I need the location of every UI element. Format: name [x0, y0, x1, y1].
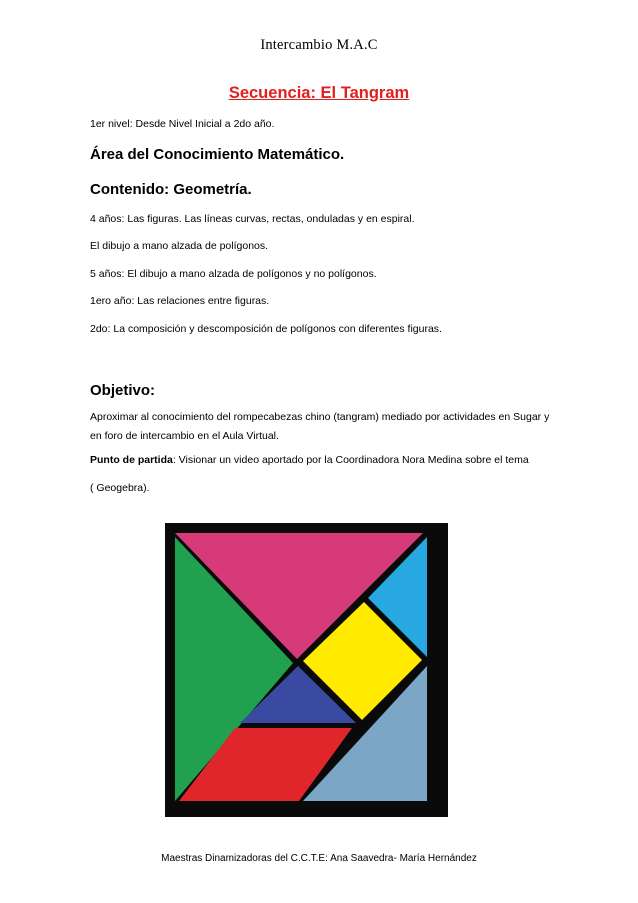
objective-text: Aproximar al conocimiento del rompecabezas chino (tangram) mediado por actividades en Sugar y en foro de intercambio en el Aula Virtual. — [90, 411, 550, 442]
page-header: Intercambio M.A.C — [260, 37, 378, 53]
content-item: 5 años: El dibujo a mano alzada de polígonos y no polígonos. — [90, 268, 377, 280]
document-title: Secuencia: El Tangram — [228, 84, 410, 102]
starting-point-text: : Visionar un video aportado por la Coordinadora Nora Medina sobre el tema — [172, 454, 529, 466]
page-footer: Maestras Dinamizadoras del C.C.T.E: Ana Saavedra- María Hernández — [161, 853, 477, 864]
content-item: 1ero año: Las relaciones entre figuras. — [90, 295, 270, 307]
content-item: 4 años: Las figuras. Las líneas curvas, rectas, onduladas y en espiral. — [90, 213, 415, 225]
area-heading: Área del Conocimiento Matemático. — [90, 146, 345, 163]
level-text: 1er nivel: Desde Nivel Inicial a 2do año. — [90, 118, 275, 130]
starting-point-continuation: ( Geogebra). — [90, 482, 150, 494]
starting-point — [90, 451, 560, 470]
content-item: El dibujo a mano alzada de polígonos. — [90, 240, 269, 252]
tangram-image — [165, 523, 448, 817]
content-item: 2do: La composición y descomposición de polígonos con diferentes figuras. — [90, 323, 442, 335]
content-heading: Contenido: Geometría. — [90, 181, 252, 198]
starting-point-label: Punto de partida — [90, 454, 173, 466]
objective-heading: Objetivo: — [90, 382, 156, 399]
